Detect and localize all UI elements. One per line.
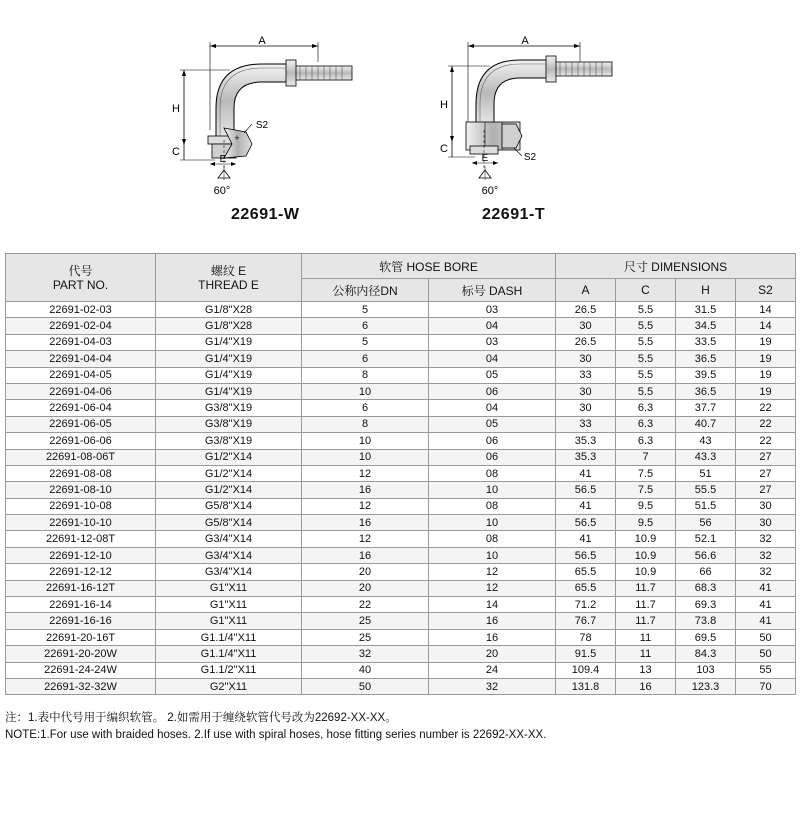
table-row xyxy=(6,580,796,596)
cell-part-no: 22691-02-04 xyxy=(6,318,156,334)
cell-h: 66 xyxy=(676,564,736,580)
cell-dn: 8 xyxy=(302,416,429,432)
cell-thread: G1/2"X14 xyxy=(156,465,302,481)
cell-h: 40.7 xyxy=(676,416,736,432)
cell-dn: 12 xyxy=(302,465,429,481)
cell-dash: 10 xyxy=(429,482,556,498)
svg-text:+: + xyxy=(234,133,240,143)
cell-s2: 19 xyxy=(736,367,796,383)
cell-part-no: 22691-08-10 xyxy=(6,482,156,498)
table-row xyxy=(6,498,796,514)
cell-dn: 25 xyxy=(302,613,429,629)
cell-h: 43.3 xyxy=(676,449,736,465)
table-row xyxy=(6,416,796,432)
model-label-22691-t: 22691-T xyxy=(482,206,546,223)
cell-thread: G1/8"X28 xyxy=(156,318,302,334)
cell-dn: 6 xyxy=(302,351,429,367)
cell-a: 71.2 xyxy=(556,597,616,613)
header-dn: 公称内径DN xyxy=(302,279,429,302)
table-row xyxy=(6,302,796,318)
dim-a-label: A xyxy=(521,35,529,47)
cell-dn: 10 xyxy=(302,449,429,465)
cell-s2: 27 xyxy=(736,482,796,498)
cell-s2: 27 xyxy=(736,449,796,465)
cell-s2: 55 xyxy=(736,662,796,678)
cell-thread: G3/4"X14 xyxy=(156,531,302,547)
cell-a: 30 xyxy=(556,351,616,367)
cell-c: 9.5 xyxy=(616,515,676,531)
cell-part-no: 22691-06-06 xyxy=(6,433,156,449)
cell-part-no: 22691-12-12 xyxy=(6,564,156,580)
cell-dash: 24 xyxy=(429,662,556,678)
cell-dn: 16 xyxy=(302,547,429,563)
cell-thread: G1"X11 xyxy=(156,580,302,596)
cell-dash: 04 xyxy=(429,318,556,334)
cell-h: 33.5 xyxy=(676,334,736,350)
cell-dn: 20 xyxy=(302,564,429,580)
cell-c: 11.7 xyxy=(616,613,676,629)
technical-drawings xyxy=(0,0,800,245)
cell-a: 131.8 xyxy=(556,678,616,694)
cell-thread: G1"X11 xyxy=(156,597,302,613)
cell-c: 5.5 xyxy=(616,318,676,334)
dim-a-label: A xyxy=(258,35,266,47)
cell-dn: 10 xyxy=(302,433,429,449)
cell-thread: G1/4"X19 xyxy=(156,334,302,350)
cell-a: 35.3 xyxy=(556,433,616,449)
cell-c: 11.7 xyxy=(616,580,676,596)
cell-s2: 50 xyxy=(736,646,796,662)
cell-thread: G1.1/4"X11 xyxy=(156,646,302,662)
cell-c: 9.5 xyxy=(616,498,676,514)
cell-h: 36.5 xyxy=(676,351,736,367)
table-row xyxy=(6,482,796,498)
cell-c: 5.5 xyxy=(616,351,676,367)
cell-c: 11 xyxy=(616,629,676,645)
cell-part-no: 22691-02-03 xyxy=(6,302,156,318)
cell-h: 31.5 xyxy=(676,302,736,318)
cell-h: 43 xyxy=(676,433,736,449)
cell-a: 91.5 xyxy=(556,646,616,662)
cell-part-no: 22691-04-03 xyxy=(6,334,156,350)
cell-part-no: 22691-12-08T xyxy=(6,531,156,547)
cell-s2: 14 xyxy=(736,302,796,318)
cell-a: 41 xyxy=(556,531,616,547)
dim-c-label: C xyxy=(440,143,448,155)
cell-c: 7.5 xyxy=(616,465,676,481)
cell-part-no: 22691-04-04 xyxy=(6,351,156,367)
cell-dn: 32 xyxy=(302,646,429,662)
cell-dash: 04 xyxy=(429,400,556,416)
cell-dn: 25 xyxy=(302,629,429,645)
cell-a: 33 xyxy=(556,367,616,383)
cell-s2: 41 xyxy=(736,580,796,596)
header-hose-bore: 软管 HOSE BORE xyxy=(302,254,556,279)
table-row xyxy=(6,547,796,563)
cell-part-no: 22691-16-14 xyxy=(6,597,156,613)
table-row xyxy=(6,433,796,449)
cell-s2: 41 xyxy=(736,613,796,629)
cell-dash: 08 xyxy=(429,531,556,547)
cell-h: 103 xyxy=(676,662,736,678)
table-row xyxy=(6,367,796,383)
cell-s2: 19 xyxy=(736,383,796,399)
cell-thread: G2"X11 xyxy=(156,678,302,694)
cell-s2: 32 xyxy=(736,531,796,547)
cell-h: 69.3 xyxy=(676,597,736,613)
spec-table xyxy=(5,253,796,695)
cell-a: 30 xyxy=(556,400,616,416)
cell-dash: 10 xyxy=(429,515,556,531)
cell-part-no: 22691-06-04 xyxy=(6,400,156,416)
table-row xyxy=(6,334,796,350)
table-row xyxy=(6,383,796,399)
cell-part-no: 22691-16-12T xyxy=(6,580,156,596)
cell-c: 10.9 xyxy=(616,531,676,547)
cell-dn: 16 xyxy=(302,482,429,498)
table-row xyxy=(6,400,796,416)
cell-thread: G3/8"X19 xyxy=(156,400,302,416)
cell-part-no: 22691-04-05 xyxy=(6,367,156,383)
cell-a: 30 xyxy=(556,318,616,334)
cell-part-no: 22691-10-10 xyxy=(6,515,156,531)
table-row xyxy=(6,318,796,334)
cell-h: 56 xyxy=(676,515,736,531)
table-row xyxy=(6,646,796,662)
cell-h: 56.6 xyxy=(676,547,736,563)
cell-dash: 05 xyxy=(429,367,556,383)
dim-e-label: E xyxy=(481,153,489,164)
cell-part-no: 22691-12-10 xyxy=(6,547,156,563)
cell-part-no: 22691-08-08 xyxy=(6,465,156,481)
cell-s2: 30 xyxy=(736,498,796,514)
note-en: NOTE:1.For use with braided hoses. 2.If use with spiral hoses, hose fitting series number is 22692-XX-XX. xyxy=(5,729,547,741)
dim-s2-label: S2 xyxy=(255,120,269,131)
cell-h: 73.8 xyxy=(676,613,736,629)
header-h: H xyxy=(676,279,736,302)
cell-dash: 05 xyxy=(429,416,556,432)
cell-c: 11.7 xyxy=(616,597,676,613)
cell-a: 78 xyxy=(556,629,616,645)
spec-table-body xyxy=(6,302,796,695)
cell-h: 34.5 xyxy=(676,318,736,334)
table-row xyxy=(6,465,796,481)
angle-label: 60° xyxy=(481,185,499,197)
table-row xyxy=(6,449,796,465)
header-s2: S2 xyxy=(736,279,796,302)
cell-dash: 16 xyxy=(429,613,556,629)
header-a: A xyxy=(556,279,616,302)
cell-thread: G1/4"X19 xyxy=(156,367,302,383)
drawing-22691-w xyxy=(172,35,352,197)
table-row xyxy=(6,597,796,613)
cell-dn: 6 xyxy=(302,318,429,334)
table-row xyxy=(6,515,796,531)
cell-c: 13 xyxy=(616,662,676,678)
table-row xyxy=(6,351,796,367)
cell-s2: 22 xyxy=(736,416,796,432)
cell-c: 6.3 xyxy=(616,400,676,416)
cell-dn: 8 xyxy=(302,367,429,383)
cell-dash: 12 xyxy=(429,580,556,596)
cell-thread: G1/4"X19 xyxy=(156,351,302,367)
note-zh: 注：1.表中代号用于编织软管。 2.如需用于缠绕软管代号改为22692-XX-XX。 xyxy=(5,712,397,724)
cell-c: 10.9 xyxy=(616,564,676,580)
cell-a: 30 xyxy=(556,383,616,399)
cell-h: 51 xyxy=(676,465,736,481)
cell-h: 123.3 xyxy=(676,678,736,694)
cell-dash: 03 xyxy=(429,334,556,350)
cell-dn: 12 xyxy=(302,498,429,514)
table-row xyxy=(6,613,796,629)
cell-dash: 08 xyxy=(429,498,556,514)
cell-part-no: 22691-10-08 xyxy=(6,498,156,514)
cell-s2: 41 xyxy=(736,597,796,613)
table-row xyxy=(6,678,796,694)
cell-dash: 03 xyxy=(429,302,556,318)
cell-dash: 06 xyxy=(429,383,556,399)
cell-dn: 20 xyxy=(302,580,429,596)
cell-c: 16 xyxy=(616,678,676,694)
cell-dn: 12 xyxy=(302,531,429,547)
cell-s2: 30 xyxy=(736,515,796,531)
cell-a: 109.4 xyxy=(556,662,616,678)
cell-dash: 20 xyxy=(429,646,556,662)
cell-h: 84.3 xyxy=(676,646,736,662)
cell-s2: 19 xyxy=(736,351,796,367)
cell-dash: 06 xyxy=(429,449,556,465)
cell-thread: G5/8"X14 xyxy=(156,498,302,514)
cell-s2: 50 xyxy=(736,629,796,645)
header-dash: 标号 DASH xyxy=(429,279,556,302)
cell-dash: 14 xyxy=(429,597,556,613)
cell-a: 65.5 xyxy=(556,580,616,596)
dim-h-label: H xyxy=(440,99,448,111)
dim-c-label: C xyxy=(172,146,180,158)
cell-s2: 70 xyxy=(736,678,796,694)
cell-thread: G3/8"X19 xyxy=(156,433,302,449)
cell-dash: 04 xyxy=(429,351,556,367)
table-row xyxy=(6,662,796,678)
cell-dn: 6 xyxy=(302,400,429,416)
cell-s2: 32 xyxy=(736,564,796,580)
cell-s2: 22 xyxy=(736,400,796,416)
cell-a: 35.3 xyxy=(556,449,616,465)
cell-thread: G3/8"X19 xyxy=(156,416,302,432)
cell-dash: 32 xyxy=(429,678,556,694)
cell-s2: 32 xyxy=(736,547,796,563)
cell-c: 5.5 xyxy=(616,383,676,399)
model-label-22691-w: 22691-W xyxy=(231,206,300,223)
dim-s2-label: S2 xyxy=(523,152,537,163)
dim-e-label: E xyxy=(219,154,227,165)
cell-thread: G1.1/4"X11 xyxy=(156,629,302,645)
cell-thread: G5/8"X14 xyxy=(156,515,302,531)
cell-part-no: 22691-08-06T xyxy=(6,449,156,465)
cell-h: 68.3 xyxy=(676,580,736,596)
cell-h: 52.1 xyxy=(676,531,736,547)
cell-thread: G1/4"X19 xyxy=(156,383,302,399)
header-part-no: 代号 PART NO. xyxy=(6,254,156,302)
cell-c: 10.9 xyxy=(616,547,676,563)
cell-h: 37.7 xyxy=(676,400,736,416)
cell-s2: 22 xyxy=(736,433,796,449)
cell-a: 41 xyxy=(556,465,616,481)
cell-dn: 50 xyxy=(302,678,429,694)
cell-part-no: 22691-06-05 xyxy=(6,416,156,432)
cell-thread: G1/2"X14 xyxy=(156,482,302,498)
cell-a: 41 xyxy=(556,498,616,514)
cell-h: 51.5 xyxy=(676,498,736,514)
cell-a: 76.7 xyxy=(556,613,616,629)
dim-h-label: H xyxy=(172,103,180,115)
cell-part-no: 22691-32-32W xyxy=(6,678,156,694)
cell-c: 6.3 xyxy=(616,433,676,449)
cell-dn: 16 xyxy=(302,515,429,531)
header-c: C xyxy=(616,279,676,302)
cell-c: 7.5 xyxy=(616,482,676,498)
cell-a: 26.5 xyxy=(556,302,616,318)
cell-part-no: 22691-16-16 xyxy=(6,613,156,629)
cell-s2: 14 xyxy=(736,318,796,334)
cell-c: 6.3 xyxy=(616,416,676,432)
cell-a: 65.5 xyxy=(556,564,616,580)
cell-dn: 40 xyxy=(302,662,429,678)
cell-a: 56.5 xyxy=(556,482,616,498)
cell-c: 5.5 xyxy=(616,302,676,318)
cell-a: 26.5 xyxy=(556,334,616,350)
cell-dn: 10 xyxy=(302,383,429,399)
cell-dn: 5 xyxy=(302,334,429,350)
cell-dash: 08 xyxy=(429,465,556,481)
cell-s2: 27 xyxy=(736,465,796,481)
cell-thread: G3/4"X14 xyxy=(156,564,302,580)
cell-part-no: 22691-24-24W xyxy=(6,662,156,678)
header-thread: 螺纹 E THREAD E xyxy=(156,254,302,302)
cell-part-no: 22691-04-06 xyxy=(6,383,156,399)
cell-h: 69.5 xyxy=(676,629,736,645)
table-row xyxy=(6,629,796,645)
cell-a: 56.5 xyxy=(556,547,616,563)
cell-a: 56.5 xyxy=(556,515,616,531)
cell-thread: G1.1/2"X11 xyxy=(156,662,302,678)
cell-h: 55.5 xyxy=(676,482,736,498)
cell-dn: 5 xyxy=(302,302,429,318)
cell-thread: G1"X11 xyxy=(156,613,302,629)
cell-a: 33 xyxy=(556,416,616,432)
cell-dn: 22 xyxy=(302,597,429,613)
cell-c: 5.5 xyxy=(616,334,676,350)
cell-c: 11 xyxy=(616,646,676,662)
cell-h: 36.5 xyxy=(676,383,736,399)
table-row xyxy=(6,531,796,547)
cell-dash: 06 xyxy=(429,433,556,449)
table-row xyxy=(6,564,796,580)
cell-thread: G1/2"X14 xyxy=(156,449,302,465)
angle-label: 60° xyxy=(213,185,231,197)
cell-dash: 10 xyxy=(429,547,556,563)
cell-c: 5.5 xyxy=(616,367,676,383)
notes xyxy=(5,710,546,744)
cell-s2: 19 xyxy=(736,334,796,350)
cell-part-no: 22691-20-20W xyxy=(6,646,156,662)
cell-part-no: 22691-20-16T xyxy=(6,629,156,645)
cell-dash: 16 xyxy=(429,629,556,645)
header-dimensions: 尺寸 DIMENSIONS xyxy=(556,254,796,279)
drawing-22691-t xyxy=(440,35,612,197)
cell-thread: G3/4"X14 xyxy=(156,547,302,563)
cell-dash: 12 xyxy=(429,564,556,580)
cell-c: 7 xyxy=(616,449,676,465)
cell-thread: G1/8"X28 xyxy=(156,302,302,318)
cell-h: 39.5 xyxy=(676,367,736,383)
